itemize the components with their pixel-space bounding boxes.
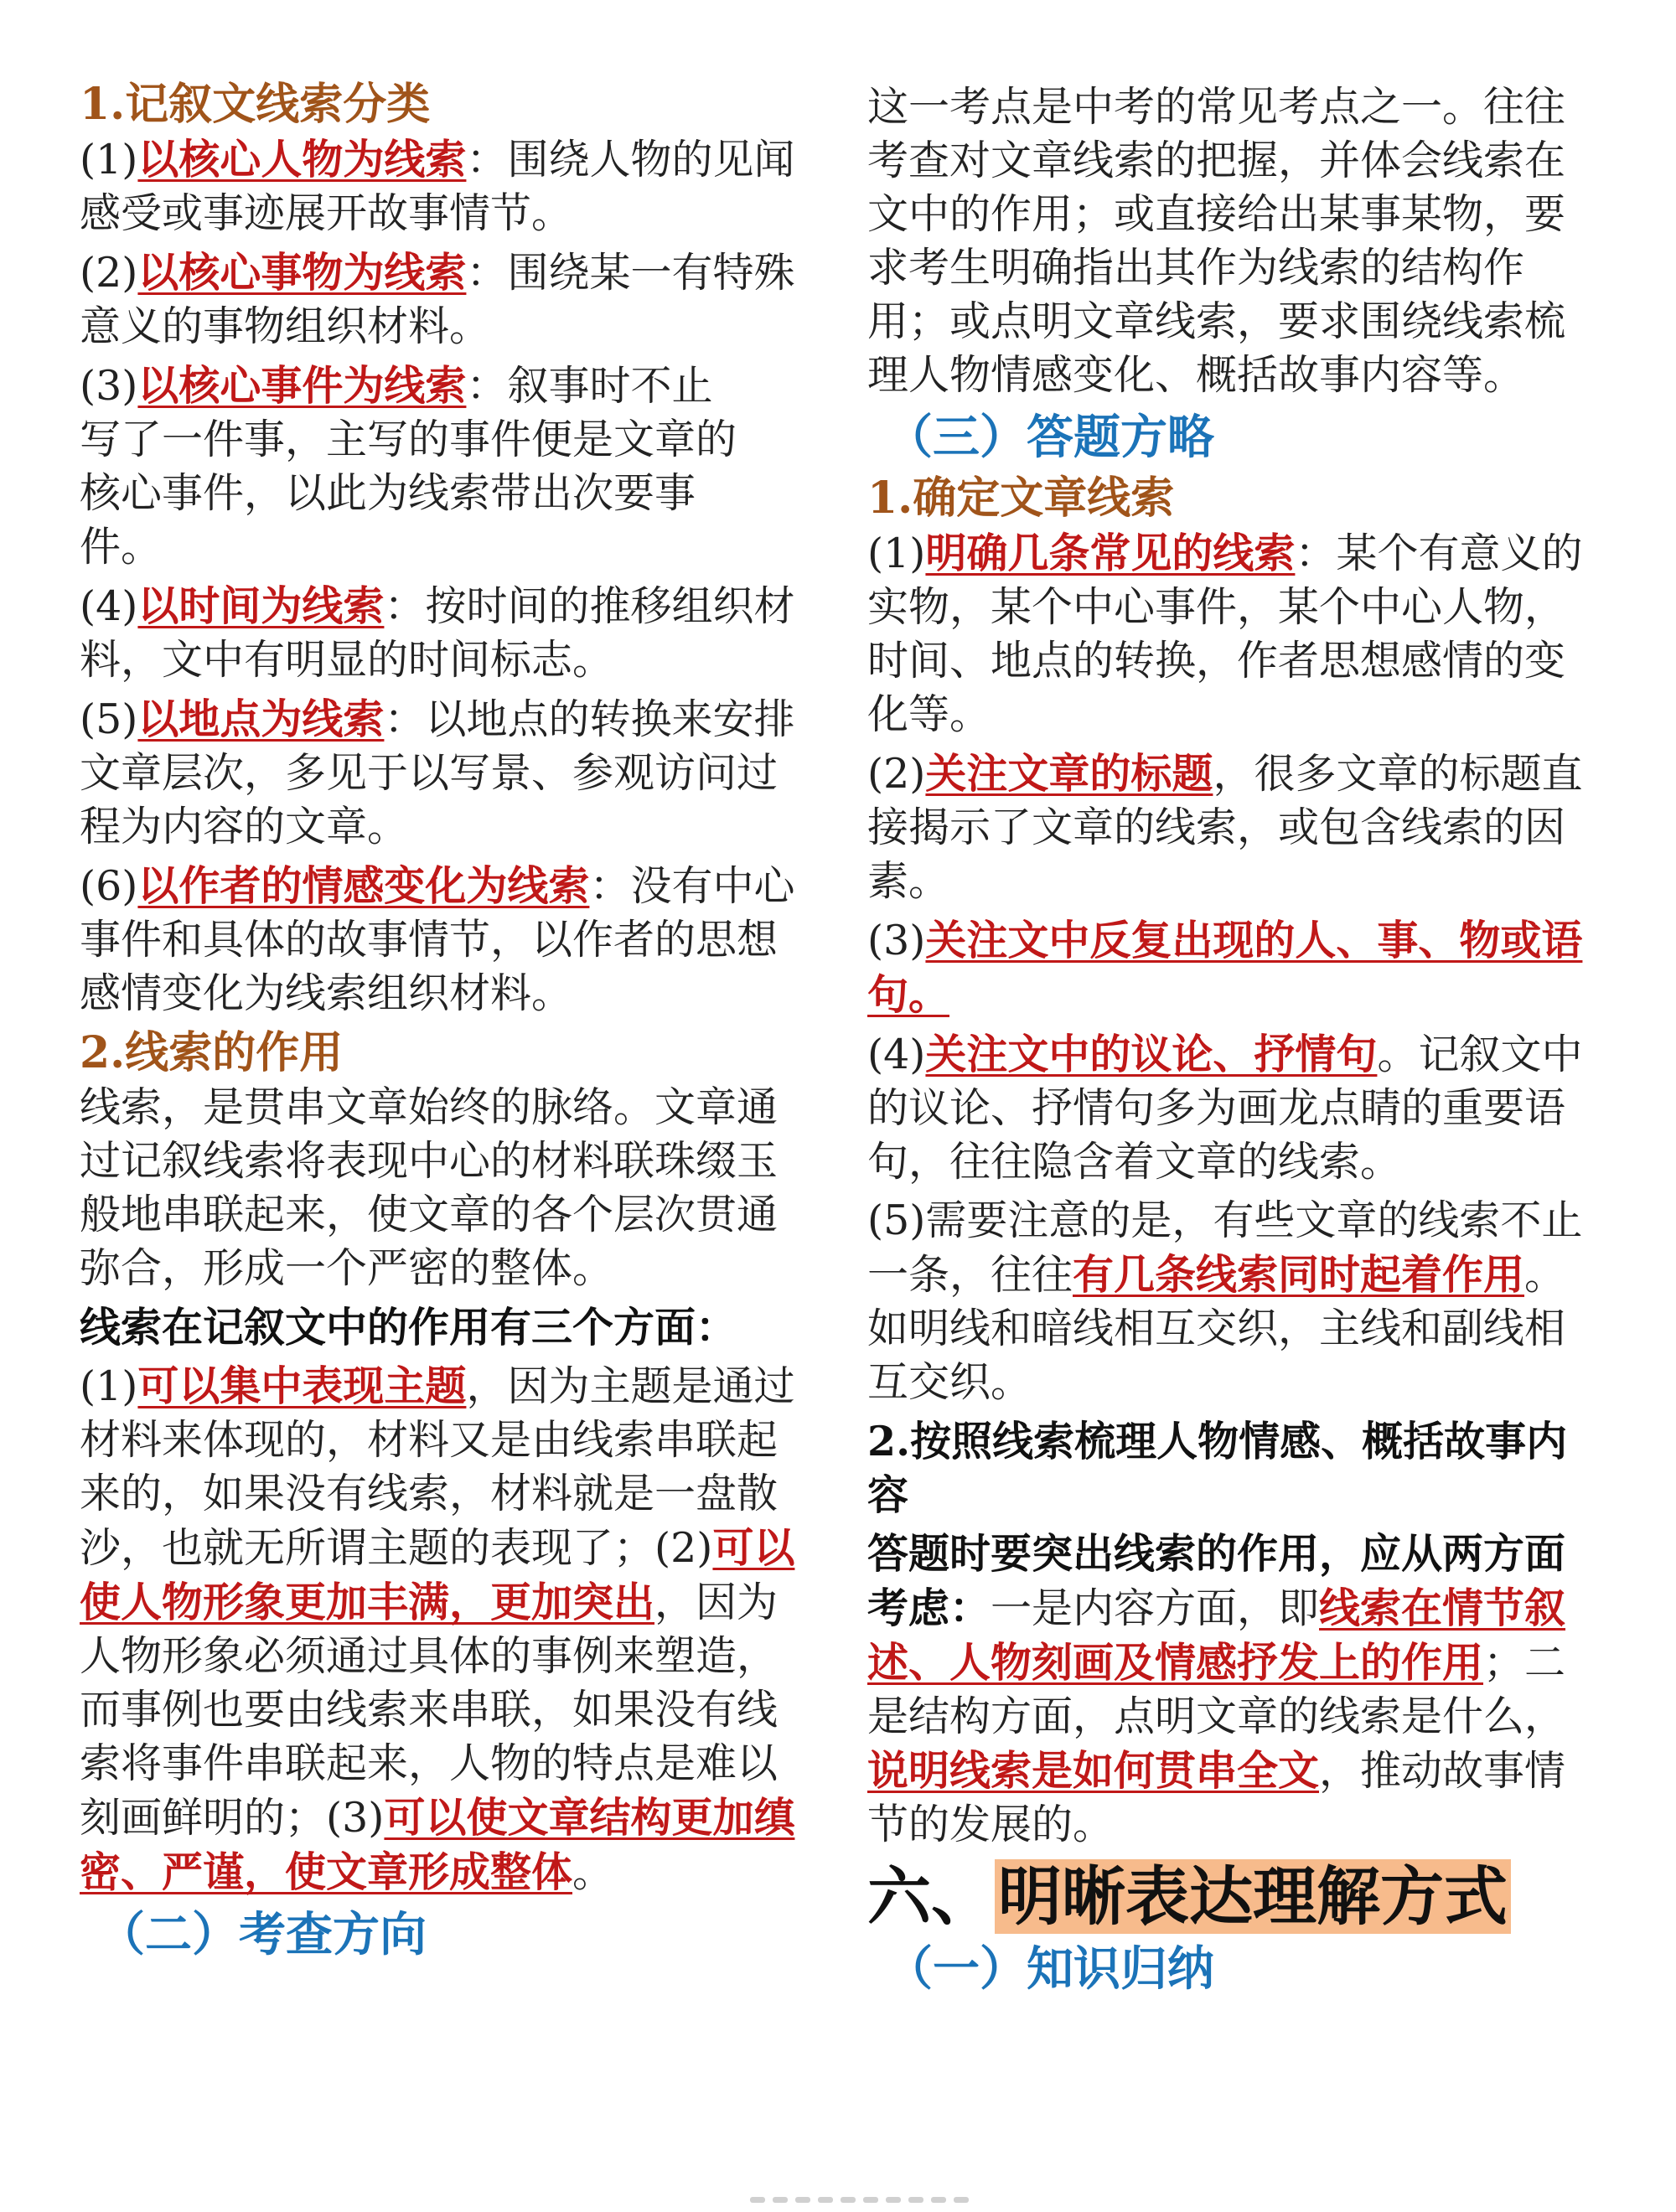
paragraph: 线索，是贯串文章始终的脉络。文章通过记叙线索将表现中心的材料联珠缀玉般地串联起来，使文章的各个层次贯通弥合，形成一个严密的整体。 [80, 1083, 779, 1292]
function-paragraph: (1)可以集中表现主题，因为主题是通过材料来体现的，材料又是由线索串联起来的，如果没有线索，材料就是一盘散沙，也就无所谓主题的表现了；(2)可以使人物形象更加丰满，更加突出，因为人物形象必须通过具体的事例来塑造，而事例也要由线索来串联，如果没有线索将事件串联起来，人物的特点是难以刻画鲜明的；(3)可以使文章结构更加缜密、严谨，使文章形成整体。 [80, 1362, 795, 1896]
section-title-clue-types: 1.记叙文线索分类 [80, 79, 431, 130]
list-item: (1)以核心人物为线索：围绕人物的见闻感受或事迹展开故事情节。 [80, 135, 795, 237]
left-column [80, 77, 817, 1968]
section-heading-exam-direction: （二）考查方向 [98, 1907, 427, 1962]
intro-paragraph: 这一考点是中考的常见考点之一。往往考查对文章线索的把握，并体会线索在文中的作用；或直接给出某事某物，要求考生明确指出其作为线索的结构作用；或点明文章线索，要求围绕线索梳理人物情感变化、概括故事内容等。 [867, 83, 1566, 399]
list-item: (4)关注文中的议论、抒情句。记叙文中的议论、抒情句多为画龙点睛的重要语句，往往隐含着文章的线索。 [867, 1030, 1583, 1186]
section-title-clue-function: 2.线索的作用 [80, 1027, 344, 1078]
chapter-heading-six: 六、明晰表达理解方式 [867, 1858, 1601, 1936]
list-item: (3)以核心事件为线索：叙事时不止写了一件事，主写的事件便是文章的核心事件，以此为线索带出次要事件。 [80, 361, 737, 571]
section-heading-knowledge-summary: （一）知识归纳 [886, 1941, 1214, 1997]
section-title-sort-emotion: 2.按照线索梳理人物情感、概括故事内容 [867, 1417, 1568, 1519]
list-item: (5)以地点为线索：以地点的转换来安排文章层次，多见于以写景、参观访问过程为内容的文章。 [80, 695, 795, 850]
list-item: (2)以核心事物为线索：围绕某一有特殊意义的事物组织材料。 [80, 248, 795, 350]
answer-paragraph: 答题时要突出线索的作用，应从两方面考虑：一是内容方面，即线索在情节叙述、人物刻画及情感抒发上的作用；二是结构方面，点明文章的线索是什么，说明线索是如何贯串全文，推动故事情节的发展的。 [867, 1529, 1566, 1848]
lead-sentence: 线索在记叙文中的作用有三个方面： [80, 1303, 737, 1351]
right-column [867, 77, 1601, 2003]
page-indicator [750, 2197, 969, 2203]
list-item: (1)明确几条常见的线索：某个有意义的实物，某个中心事件，某个中心人物，时间、地点的转换，作者思想感情的变化等。 [867, 529, 1583, 738]
list-item: (3)关注文中反复出现的人、事、物或语句。 [867, 916, 1583, 1019]
section-title-determine-clue: 1.确定文章线索 [867, 473, 1175, 524]
list-item: (5)需要注意的是，有些文章的线索不止一条，往往有几条线索同时起着作用。如明线和暗线相互交织，主线和副线相互交织。 [867, 1196, 1583, 1406]
list-item: (4)以时间为线索：按时间的推移组织材料，文中有明显的时间标志。 [80, 581, 795, 684]
list-item: (6)以作者的情感变化为线索：没有中心事件和具体的故事情节，以作者的思想感情变化为线索组织材料。 [80, 861, 795, 1017]
section-heading-answer-strategy: （三）答题方略 [886, 410, 1214, 465]
list-item: (2)关注文章的标题，很多文章的标题直接揭示了文章的线索，或包含线索的因素。 [867, 749, 1583, 905]
